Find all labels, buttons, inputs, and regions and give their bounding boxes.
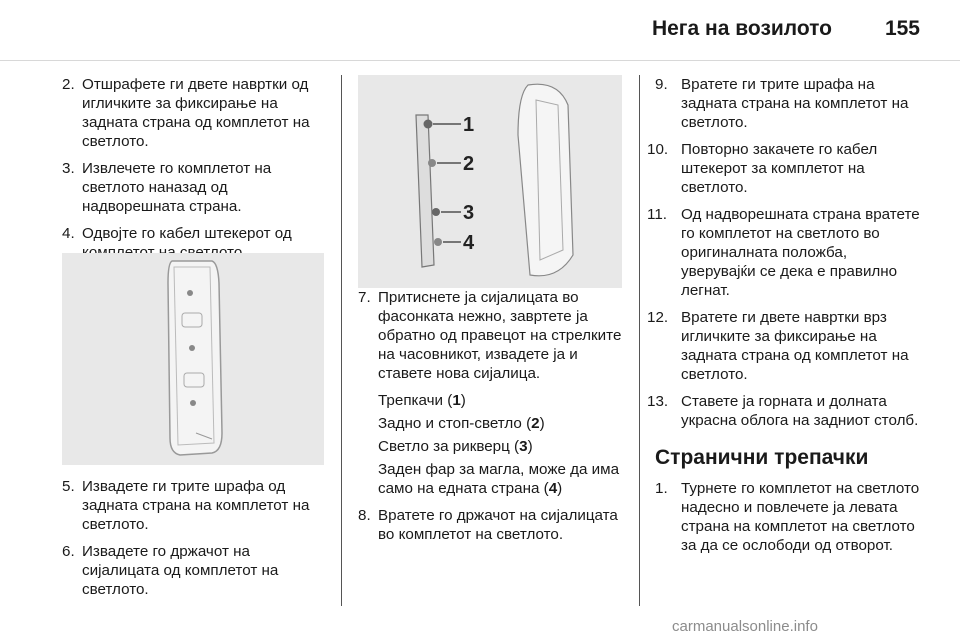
step-item: 1. Турнете го комплетот на светлото надесно и повлечете ја левата страна на комплетот на светлото за да се ослободи од отворот.: [655, 480, 920, 554]
section-title: Странични трепачки: [655, 446, 869, 469]
bulb-holder-figure: [358, 75, 622, 288]
step-item: 3. Извлечете го комплетот на светлото наназад од надворешната страна.: [62, 160, 272, 215]
column-right: [647, 75, 925, 563]
bulb-item: Задно и стоп-светло (2): [378, 415, 545, 432]
page-header: [0, 0, 960, 61]
bulb-item: Светло за рикверц (3): [378, 438, 533, 455]
callout-label: 1: [463, 114, 475, 136]
step-item: 7. Притиснете ја сијалицата во фасонката нежно, завртете ја обратно од правецот на стрелките на часовникот, извадете ја и ставете нова сијалица.: [358, 289, 622, 382]
step-item: 8. Вратете го држачот на сијалицата во комплетот на светлото.: [358, 507, 618, 543]
callout-label: 3: [463, 202, 475, 224]
callout-label: 2: [463, 153, 475, 175]
column-divider: [639, 75, 640, 606]
step-item: 10. Повторно закачете го кабел штекерот за комплетот на светлото.: [647, 141, 878, 196]
chapter-title: Нега на возилото: [651, 17, 832, 40]
step-item: 5. Извадете ги трите шрафа од задната страна на комплетот на светлото.: [62, 478, 310, 533]
page-number: 155: [884, 17, 920, 40]
column-divider: [341, 75, 342, 606]
step-item: 4. Одвојте го кабел штекерот од: [62, 225, 292, 242]
watermark: carmanualsonline.info: [672, 618, 818, 635]
step-item: 11. Од надворешната страна вратете го комплетот на светлото во оригиналната положба, уверувајќи се дека е правилно легнат.: [647, 206, 920, 299]
step-item: 6. Извадете го држачот на сијалицата од комплетот на светлото.: [62, 543, 279, 598]
step-item: 12. Вратете ги двете навртки врз игличките за фиксирање на задната страна од комплетот на светлото.: [647, 309, 909, 383]
column-middle: [358, 288, 624, 552]
tail-light-assembly-figure: [62, 253, 324, 465]
column-left: [62, 75, 330, 270]
step-item: 13. Ставете ја горната и долната украсна облога на задниот столб.: [647, 393, 919, 429]
bulb-item: Заден фар за магла, може да има само на едната страна (4): [378, 461, 620, 497]
step-item: 9. Вратете ги трите шрафа на задната страна на комплетот на светлото.: [655, 76, 909, 131]
bulb-item: Трепкачи (1): [378, 392, 466, 409]
column-left-continued: [62, 477, 330, 607]
step-item: 2. Отшрафете ги двете навртки од игличките за фиксирање на задната страна од комплетот на светлото.: [62, 76, 310, 150]
callout-label: 4: [463, 232, 475, 254]
